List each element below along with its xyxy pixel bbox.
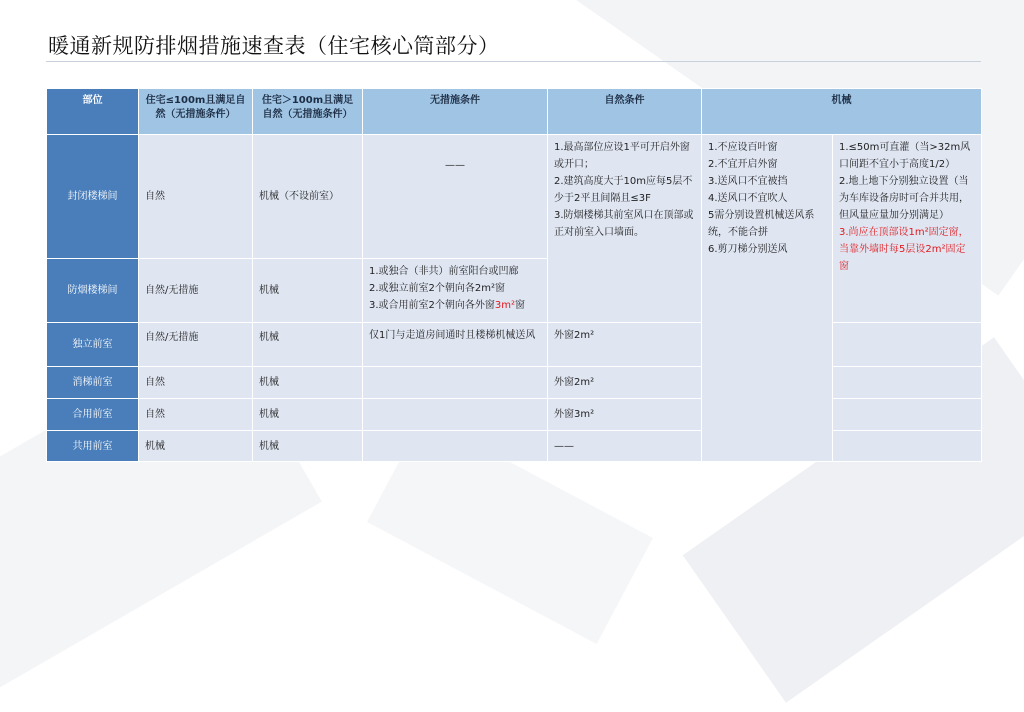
cell-line: 3.送风口不宜被挡 <box>708 176 788 187</box>
table-cell: 机械 <box>139 431 253 462</box>
table-cell: 机械 <box>253 259 363 323</box>
cell-line-emphasis: 3.尚应在顶部设1m²固定窗，当靠外墙时每5层设2m²固定窗 <box>839 227 969 272</box>
no-measure-smoke-cell <box>363 259 548 323</box>
cell-line <box>369 297 541 314</box>
table-row <box>47 399 982 431</box>
smoke-control-table <box>46 88 982 462</box>
row-label: 合用前室 <box>47 399 139 431</box>
cell-line: 2.地上地下分别独立设置（当为车库设备房时可合并共用，但风量应量加分别满足） <box>839 176 969 221</box>
cell-line: 2.建筑高度大于10m应每5层不少于2平且间隔且≤3F <box>554 176 693 204</box>
table-row <box>47 323 982 367</box>
table-cell: 机械 <box>253 431 363 462</box>
table-cell: 自然/无措施 <box>139 259 253 323</box>
cell-text: 窗 <box>515 300 526 311</box>
table-header-row <box>47 89 982 135</box>
table-cell: 机械 <box>253 367 363 399</box>
cell-line: 1.≤50m可直灌（当>32m风口间距不宜小于高度1/2） <box>839 142 971 170</box>
cell-line: 6.剪刀梯分别送风 <box>708 244 788 255</box>
table-cell: 机械 <box>253 399 363 431</box>
table-cell <box>833 399 982 431</box>
cell-text: 3.或合用前室2个朝向各外窗 <box>369 300 495 311</box>
cell-line: 1.不应设百叶窗 <box>708 142 778 153</box>
header-location: 部位 <box>47 89 139 135</box>
table-row <box>47 135 982 259</box>
row-label: 防烟楼梯间 <box>47 259 139 323</box>
table-cell: —— <box>548 431 702 462</box>
table-cell: 外窗2m² <box>548 367 702 399</box>
cell-text-emphasis: 3m² <box>494 300 516 311</box>
cell-line: 5需分别设置机械送风系统，不能合拼 <box>708 210 815 238</box>
cell-line: 4.送风口不宜吹人 <box>708 193 788 204</box>
table-cell: 自然 <box>139 135 253 259</box>
table-cell <box>363 367 548 399</box>
natural-stair-cell <box>548 135 702 323</box>
cell-line: 1.或独合（非共）前室阳台或凹廊 <box>369 266 519 277</box>
table-row <box>47 367 982 399</box>
cell-line: 3.防烟楼梯其前室风口在顶部或正对前室入口墙面。 <box>554 210 694 238</box>
table-cell: 机械（不设前室） <box>253 135 363 259</box>
cell-line: 2.不宜开启外窗 <box>708 159 778 170</box>
cell-line: 1.最高部位应设1平可开启外窗或开口； <box>554 142 690 170</box>
table-cell <box>833 323 982 367</box>
cell-line: 2.或独立前室2个朝向各2m²窗 <box>369 283 506 294</box>
mechanical-cell-a <box>702 135 833 462</box>
table-cell: 自然/无措施 <box>139 323 253 367</box>
row-label: 封闭楼梯间 <box>47 135 139 259</box>
row-label: 独立前室 <box>47 323 139 367</box>
row-label: 共用前室 <box>47 431 139 462</box>
table-cell: —— <box>363 135 548 259</box>
mechanical-cell-b <box>833 135 982 323</box>
table-cell: 仅1门与走道房间通时且楼梯机械送风 <box>363 323 548 367</box>
table-cell <box>363 431 548 462</box>
header-mechanical: 机械 <box>702 89 982 135</box>
table-cell: 外窗2m² <box>548 323 702 367</box>
header-natural: 自然条件 <box>548 89 702 135</box>
table-cell: 自然 <box>139 367 253 399</box>
header-no-measure: 无措施条件 <box>363 89 548 135</box>
table-cell: 机械 <box>253 323 363 367</box>
table-cell <box>833 367 982 399</box>
table-cell <box>363 399 548 431</box>
row-label: 消梯前室 <box>47 367 139 399</box>
table-cell: 自然 <box>139 399 253 431</box>
header-residential-low: 住宅≤100m且满足自然（无措施条件） <box>139 89 253 135</box>
page-title: 暖通新规防排烟措施速查表（住宅核心筒部分） <box>48 34 500 58</box>
title-divider <box>46 61 981 62</box>
table-cell: 外窗3m² <box>548 399 702 431</box>
header-residential-high: 住宅＞100m且满足自然（无措施条件） <box>253 89 363 135</box>
table-row <box>47 431 982 462</box>
table-cell <box>833 431 982 462</box>
